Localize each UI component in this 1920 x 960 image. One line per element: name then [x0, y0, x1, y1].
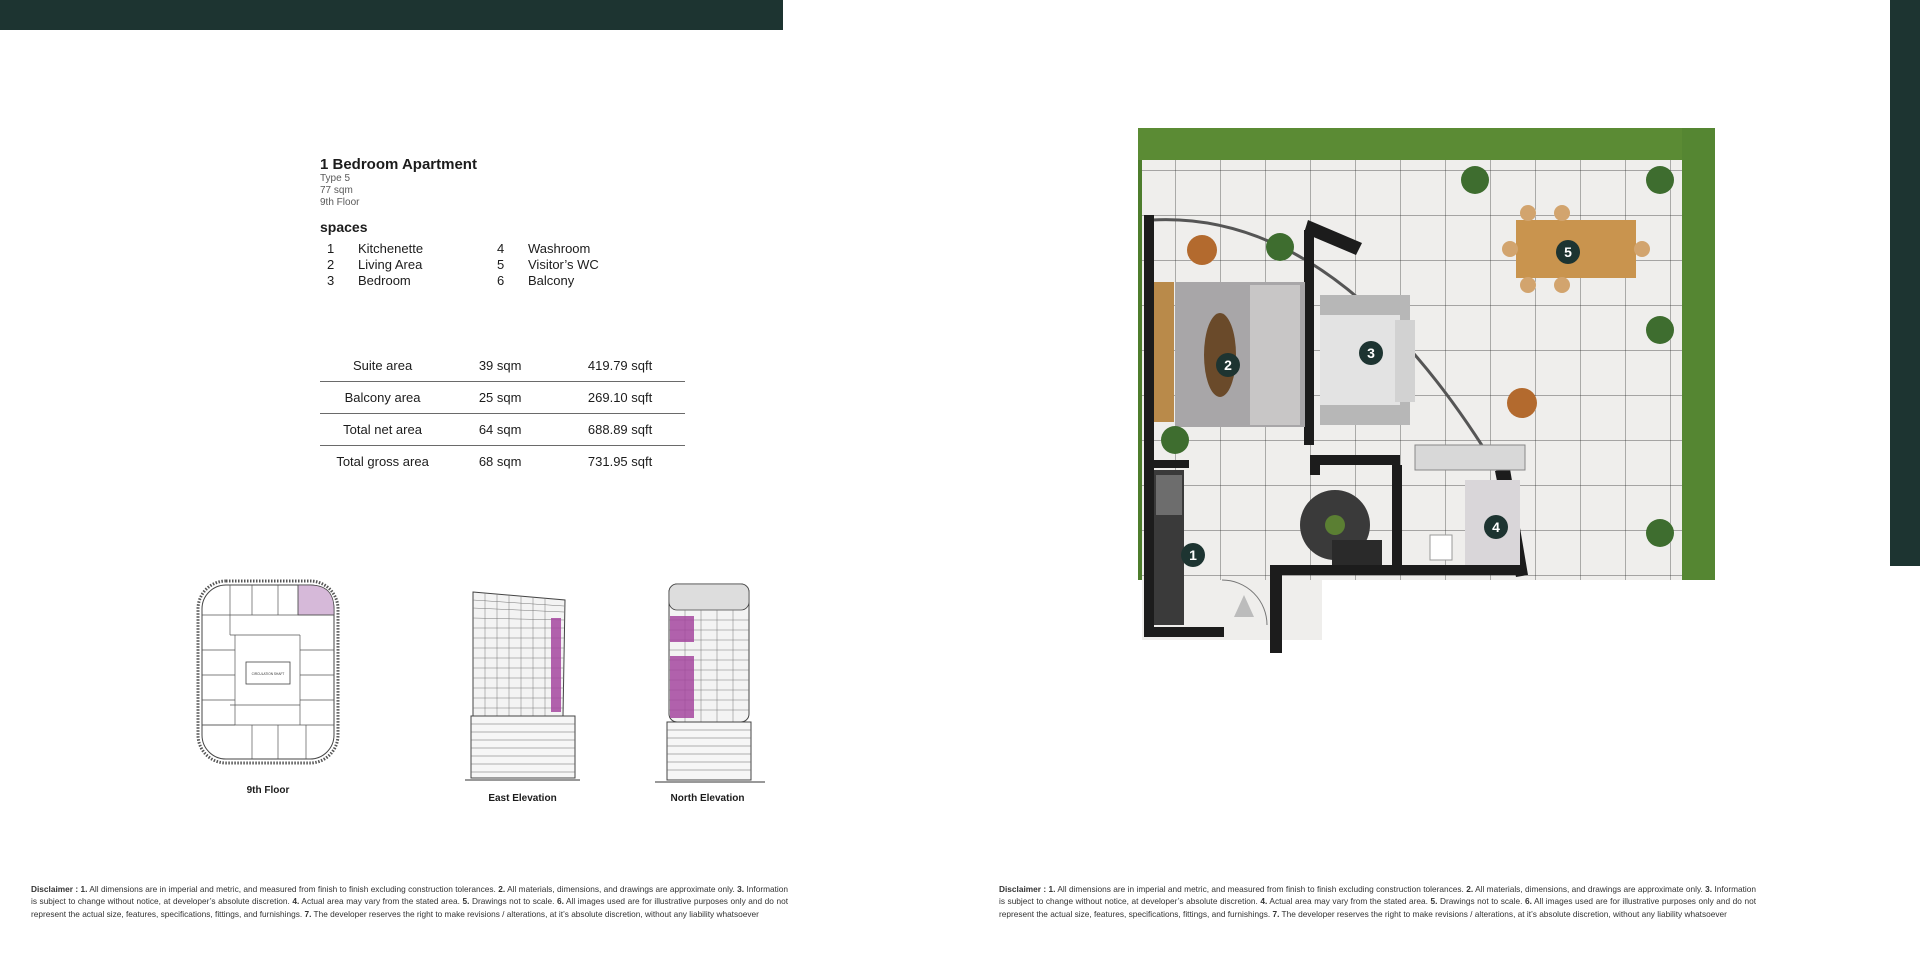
area-sqm: 39 sqm: [478, 358, 522, 373]
svg-text:5: 5: [1564, 244, 1572, 260]
floor-keyplan-caption: 9th Floor: [246, 785, 290, 796]
svg-text:4: 4: [1492, 519, 1500, 535]
area-sqm: 68 sqm: [445, 446, 555, 478]
area-label: Total net area: [320, 414, 445, 446]
area-label: Total gross area: [320, 446, 445, 478]
svg-text:3: 3: [1367, 345, 1375, 361]
right-brand-band: [1890, 0, 1920, 566]
east-elevation: [465, 588, 580, 793]
table-row: [320, 350, 685, 382]
space-item: 6 Balcony: [497, 273, 575, 288]
area-sqm: 25 sqm: [445, 382, 555, 414]
table-row: [320, 414, 685, 446]
floor-keyplan: [190, 575, 345, 770]
svg-text:CIRCULATION SHAFT: CIRCULATION SHAFT: [251, 672, 285, 676]
apartment-info: [320, 156, 740, 289]
table-row: [320, 382, 685, 414]
area-label: Balcony area: [320, 382, 445, 414]
area-sqft: 731.95 sqft: [555, 446, 685, 478]
apartment-type: Type 5: [320, 173, 351, 184]
svg-text:1: 1: [1189, 547, 1197, 563]
area-sqft: 419.79 sqft: [587, 358, 653, 373]
apartment-title: 1 Bedroom Apartment: [320, 156, 477, 173]
east-elevation-caption: East Elevation: [488, 793, 557, 804]
space-item: 4 Washroom: [497, 241, 591, 256]
spaces-list: [320, 241, 740, 289]
space-item: 2 Living Area: [327, 257, 423, 272]
area-sqft: 688.89 sqft: [555, 414, 685, 446]
north-elevation: [655, 580, 765, 793]
space-item: 5 Visitor’s WC: [497, 257, 599, 272]
table-row: [320, 446, 685, 478]
area-sqm: 64 sqm: [445, 414, 555, 446]
spaces-heading: spaces: [320, 219, 368, 235]
area-table: [320, 350, 685, 477]
apartment-size: 77 sqm: [320, 185, 353, 196]
disclaimer-right: Disclaimer : 1. All dimensions are in imperial and metric, and measured from finish to finish excluding construction tolerances. 2. All materials, dimensions, and drawings are approximate only. 3. Information is subject to change without notice, at developer’s absolute discretion. 4. Actual area may vary from the stated area. 5. Drawings not to scale. 6. All images used are for illustrative purposes only and do not represent the actual size, features, specifications, fittings, and furnishings. 7. The developer reserves the right to make revisions / alterations, at it’s absolute discretion, without any liability whatsoever: [999, 884, 1757, 919]
top-brand-band: [0, 0, 783, 30]
north-elevation-caption: North Elevation: [670, 793, 745, 804]
space-item: 3 Bedroom: [327, 273, 411, 288]
area-sqft: 269.10 sqft: [555, 382, 685, 414]
apartment-floor: 9th Floor: [320, 197, 360, 208]
floor-plan: [1130, 125, 1725, 665]
area-label: Suite area: [352, 358, 413, 373]
svg-text:2: 2: [1224, 357, 1232, 373]
space-item: 1 Kitchenette: [327, 241, 424, 256]
disclaimer-left: Disclaimer : 1. All dimensions are in imperial and metric, and measured from finish to finish excluding construction tolerances. 2. All materials, dimensions, and drawings are approximate only. 3. Information is subject to change without notice, at developer’s absolute discretion. 4. Actual area may vary from the stated area. 5. Drawings not to scale. 6. All images used are for illustrative purposes only and do not represent the actual size, features, specifications, fittings, and furnishings. 7. The developer reserves the right to make revisions / alterations, at it’s absolute discretion, without any liability whatsoever: [31, 884, 789, 919]
